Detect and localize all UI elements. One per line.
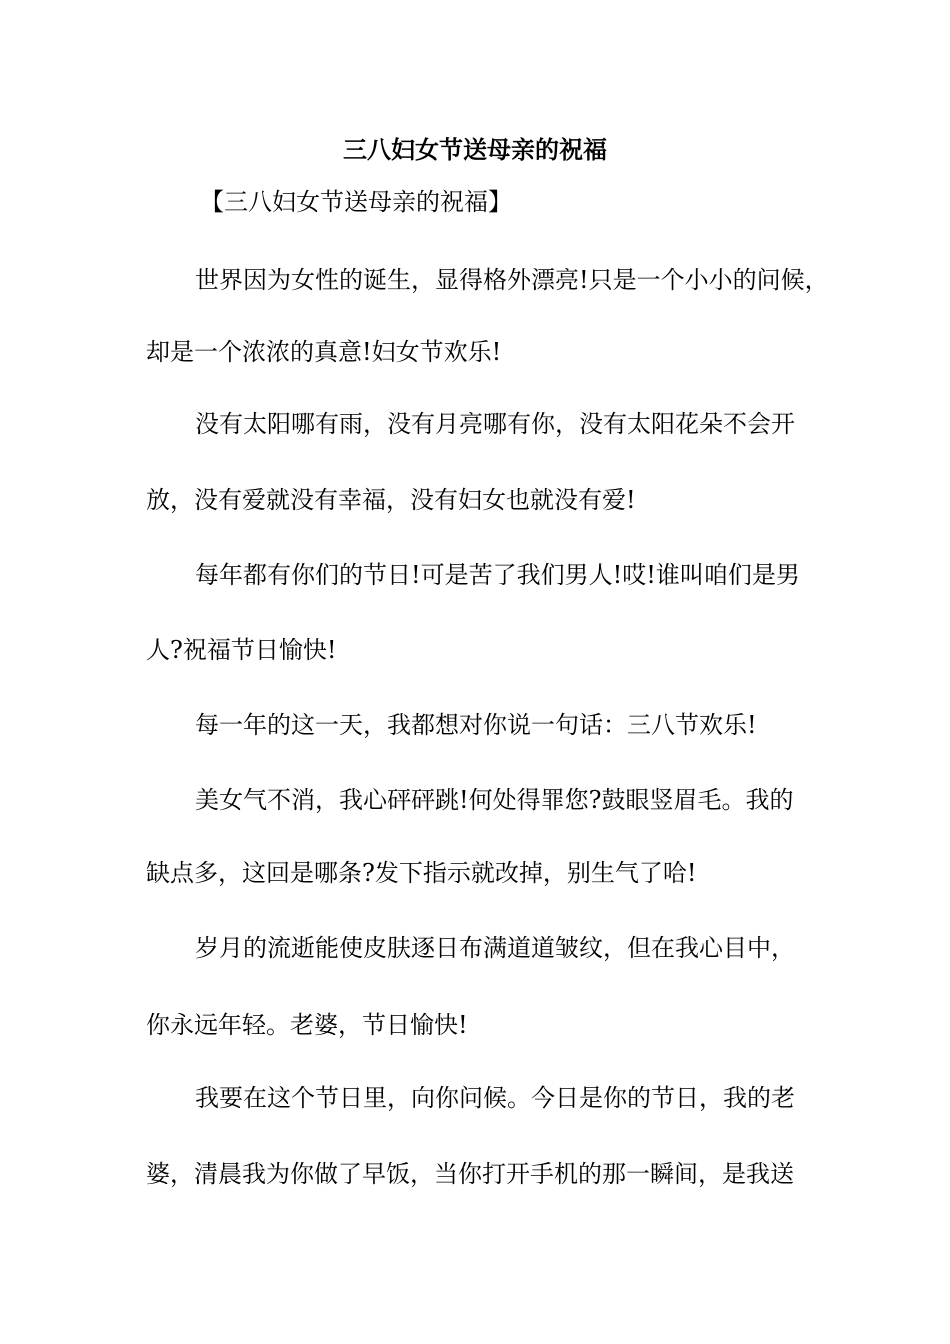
paragraph-line: 人?祝福节日愉快! (146, 636, 337, 664)
paragraph-line: 缺点多，这回是哪条?发下指示就改掉，别生气了哈! (146, 859, 697, 887)
paragraph-line: 世界因为女性的诞生，显得格外漂亮!只是一个小小的问候， (195, 266, 829, 294)
document-subtitle: 【三八妇女节送母亲的祝福】 (200, 188, 512, 216)
document-title: 三八妇女节送母亲的祝福 (343, 135, 607, 164)
paragraph-line: 却是一个浓浓的真意!妇女节欢乐! (146, 338, 502, 366)
paragraph-line: 婆，清晨我为你做了早饭，当你打开手机的那一瞬间，是我送 (146, 1160, 794, 1188)
paragraph-line: 每一年的这一天，我都想对你说一句话：三八节欢乐! (195, 711, 757, 739)
paragraph-line: 每年都有你们的节日!可是苦了我们男人!哎!谁叫咱们是男 (195, 561, 800, 589)
paragraph-line: 岁月的流逝能使皮肤逐日布满道道皱纹，但在我心目中， (195, 934, 795, 962)
paragraph-line: 没有太阳哪有雨，没有月亮哪有你，没有太阳花朵不会开 (195, 410, 795, 438)
paragraph-line: 美女气不消，我心砰砰跳!何处得罪您?鼓眼竖眉毛。我的 (195, 786, 794, 814)
paragraph-line: 我要在这个节日里，向你问候。今日是你的节日，我的老 (195, 1084, 795, 1112)
paragraph-line: 你永远年轻。老婆，节日愉快! (146, 1011, 468, 1039)
paragraph-line: 放，没有爱就没有幸福，没有妇女也就没有爱! (146, 486, 636, 514)
